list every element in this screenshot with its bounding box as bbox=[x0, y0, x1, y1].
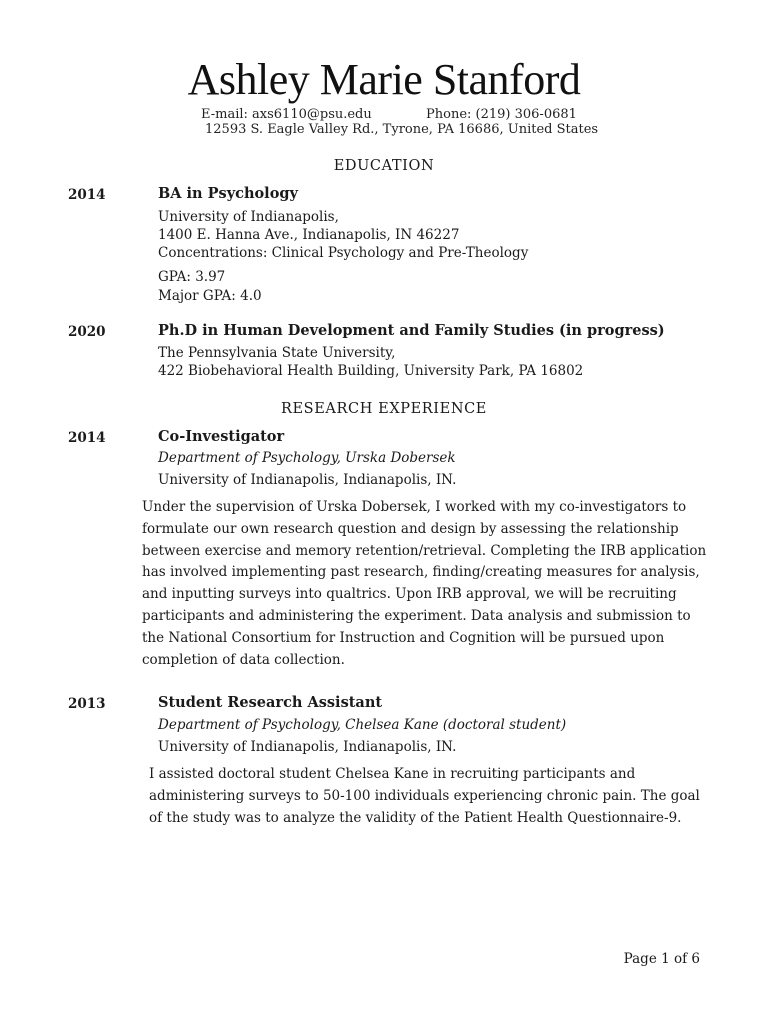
email-text: E-mail: axs6110@psu.edu bbox=[201, 107, 372, 122]
gpa-line: GPA: 3.97 bbox=[158, 269, 226, 285]
department-line: Department of Psychology, Urska Dobersek bbox=[158, 450, 456, 466]
major-gpa-line: Major GPA: 4.0 bbox=[158, 288, 262, 304]
position-description: Under the supervision of Urska Dobersek, I worked with my co-investigators to formulate our own research question and design by assessing the relationship between exercise and memory retention/retrieval. Completing the IRB application has involved implementing past research, finding/creating measures for analysis, and inputting surveys into qualtrics. Upon IRB approval, we will be recruiting participants and administering the experiment. Data analysis and submission to the National Consortium for Instruction and Cognition will be pursued upon completion of data collection. bbox=[142, 499, 707, 668]
phone-text: Phone: (219) 306-0681 bbox=[426, 107, 577, 122]
position-title: Student Research Assistant bbox=[158, 694, 383, 711]
location-line: University of Indianapolis, Indianapolis, IN. bbox=[158, 472, 457, 488]
page-number: Page 1 of 6 bbox=[623, 951, 700, 967]
education-heading: EDUCATION bbox=[333, 158, 435, 174]
location-line: University of Indianapolis, Indianapolis, IN. bbox=[158, 739, 457, 755]
position-title: Co-Investigator bbox=[158, 428, 285, 445]
degree-title: Ph.D in Human Development and Family Studies (in progress) bbox=[158, 322, 665, 339]
address-text: 12593 S. Eagle Valley Rd., Tyrone, PA 16686, United States bbox=[205, 122, 599, 137]
position-description: I assisted doctoral student Chelsea Kane in recruiting participants and administering surveys to 50-100 individuals experiencing chronic pain. The goal of the study was to analyze the validity of the Patient Health Questionnaire-9. bbox=[149, 766, 700, 826]
education-year: 2014 bbox=[68, 187, 106, 203]
degree-title: BA in Psychology bbox=[158, 185, 298, 202]
department-line: Department of Psychology, Chelsea Kane (doctoral student) bbox=[158, 717, 567, 733]
institution-line: University of Indianapolis, bbox=[158, 209, 339, 225]
institution-line: The Pennsylvania State University, bbox=[158, 345, 396, 361]
institution-address: 422 Biobehavioral Health Building, University Park, PA 16802 bbox=[158, 363, 584, 379]
education-year: 2020 bbox=[68, 324, 106, 340]
candidate-name: Ashley Marie Stanford bbox=[187, 55, 581, 104]
institution-address: 1400 E. Hanna Ave., Indianapolis, IN 46227 bbox=[158, 227, 460, 243]
concentrations-line: Concentrations: Clinical Psychology and Pre-Theology bbox=[158, 245, 529, 261]
research-year: 2013 bbox=[68, 696, 106, 712]
research-year: 2014 bbox=[68, 430, 106, 446]
research-heading: RESEARCH EXPERIENCE bbox=[280, 401, 487, 417]
